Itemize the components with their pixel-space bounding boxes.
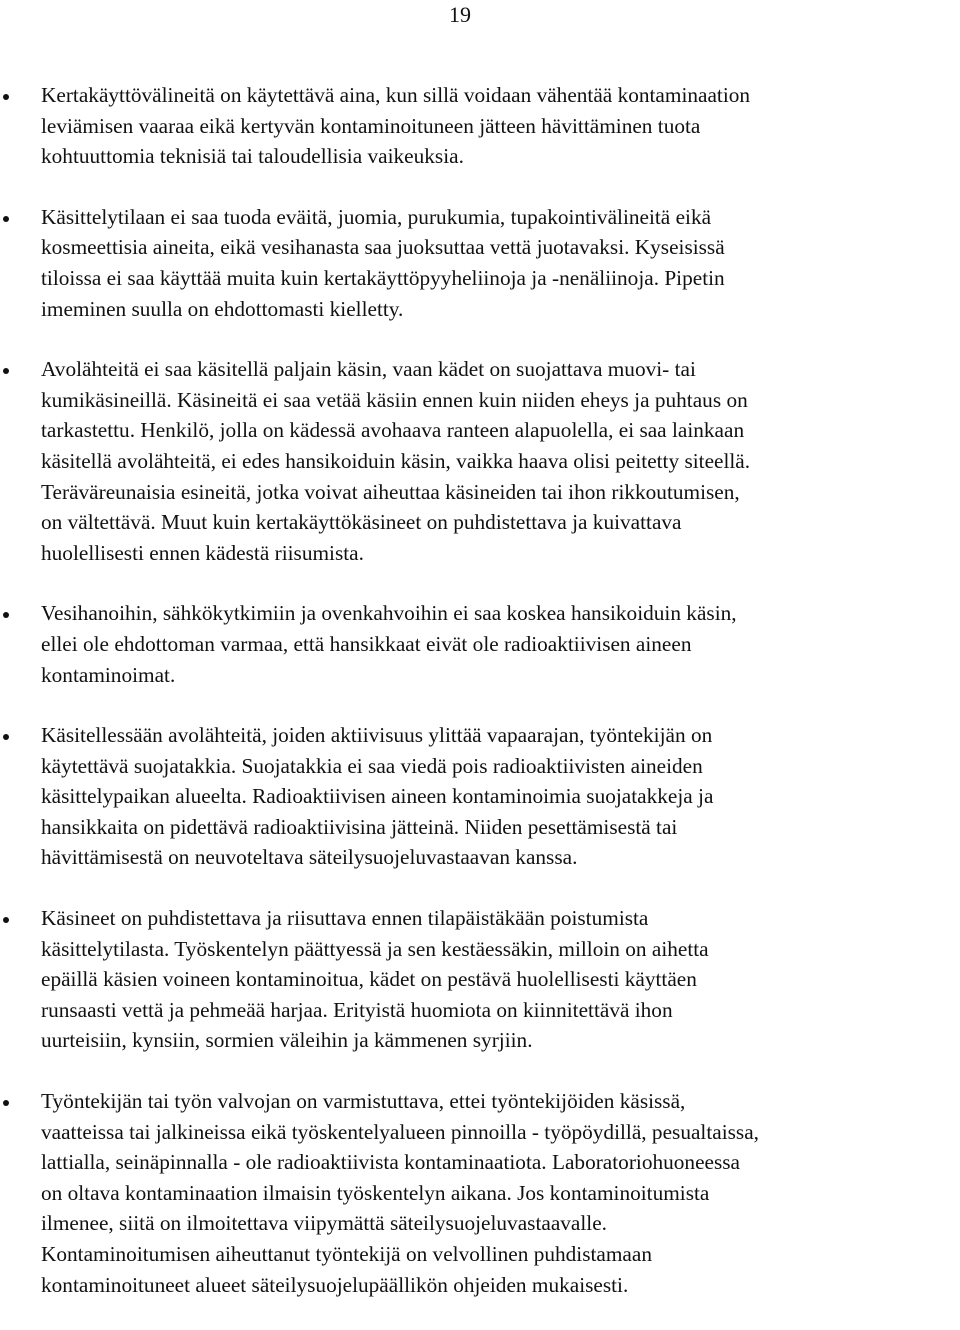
bullet-text: Avolähteitä ei saa käsitellä paljain käsin, vaan kädet on suojattava muovi- tai kumikäsineillä. Käsineitä ei saa vetää käsiin ennen kuin niiden eheys ja puhtaus on tarkastettu. Henkilö, jolla on kädessä avohaava ranteen alapuolella, ei saa lainkaan käsitellä avolähteitä, ei edes hansikoiduin käsin, vaikka haava olisi peitetty siteellä. Teräväreunaisia esineitä, jotka voivat aiheuttaa käsineiden tai ihon rikkoutumisen, on vältettävä. Muut kuin kertakäyttökäsineet on puhdistettava ja kuivattava huolellisesti ennen kädestä riisumista. bbox=[41, 357, 751, 565]
bullet-dot-icon bbox=[3, 917, 9, 923]
bullet-text: Kertakäyttövälineitä on käytettävä aina, kun sillä voidaan vähentää kontaminaation leviämisen vaaraa eikä kertyvän kontaminoituneen jätteen hävittäminen tuota kohtuuttomia teknisiä tai taloudellisia vaikeuksia. bbox=[41, 83, 751, 169]
bullet-dot-icon bbox=[3, 94, 9, 100]
bullet-text: Käsittelytilaan ei saa tuoda eväitä, juomia, purukumia, tupakointivälineitä eikä kosmeettisia aineita, eikä vesihanasta saa juoksuttaa vettä juotavaksi. Kyseisissä tiloissa ei saa käyttää muita kuin kertakäyttöpyyheliinoja ja -nenäliinoja. Pipetin imeminen suulla on ehdottomasti kielletty. bbox=[41, 204, 725, 321]
bullet-item bbox=[0, 903, 960, 1056]
bullet-text: Työntekijän tai työn valvojan on varmistuttava, ettei työntekijöiden käsissä, vaatteissa tai jalkineissa eikä työskentelyalueen pinnoilla - työpöydillä, pesualtaissa, lattialla, seinäpinnalla - ole radioaktiivista kontaminaatiota. Laboratoriohuoneessa on oltava kontaminaation ilmaisin työskentelyn aikana. Jos kontaminoitumista ilmenee, siitä on ilmoitettava viipymättä säteilysuojeluvastaavalle. Kontaminoitumisen aiheuttanut työntekijä on velvollinen puhdistamaan kontaminoituneet alueet säteilysuojelupäällikön ohjeiden mukaisesti. bbox=[41, 1089, 759, 1297]
bullet-item bbox=[0, 598, 960, 690]
bullet-list bbox=[0, 80, 960, 1330]
bullet-text: Käsineet on puhdistettava ja riisuttava ennen tilapäistäkään poistumista käsittelytilasta. Työskentelyn päättyessä ja sen kestäessäkin, milloin on aihetta epäillä käsien voineen kontaminoitua, kädet on pestävä huolellisesti käyttäen runsaasti vettä ja pehmeää harjaa. Erityistä huomiota on kiinnitettävä ihon uurteisiin, kynsiin, sormien väleihin ja kämmenen syrjiin. bbox=[41, 906, 709, 1053]
bullet-item bbox=[0, 720, 960, 873]
bullet-text: Käsitellessään avolähteitä, joiden aktiivisuus ylittää vapaarajan, työntekijän on käytettävä suojatakkia. Suojatakkia ei saa viedä pois radioaktiivisten aineiden käsittelypaikan alueelta. Radioaktiivisen aineen kontaminoimia suojatakkeja ja hansikkaita on pidettävä radioaktiivisina jätteinä. Niiden pesettämisestä tai hävittämisestä on neuvoteltava säteilysuojeluvastaavan kanssa. bbox=[41, 723, 714, 870]
bullet-item bbox=[0, 354, 960, 568]
bullet-dot-icon bbox=[3, 368, 9, 374]
bullet-item bbox=[0, 80, 960, 172]
page-number: 19 bbox=[449, 2, 471, 27]
bullet-dot-icon bbox=[3, 216, 9, 222]
bullet-item bbox=[0, 1086, 960, 1300]
bullet-dot-icon bbox=[3, 1100, 9, 1106]
bullet-item bbox=[0, 202, 960, 324]
bullet-dot-icon bbox=[3, 612, 9, 618]
bullet-dot-icon bbox=[3, 734, 9, 740]
bullet-text: Vesihanoihin, sähkökytkimiin ja ovenkahvoihin ei saa koskea hansikoiduin käsin, ellei ole ehdottoman varmaa, että hansikkaat eivät ole radioaktiivisen aineen kontaminoimat. bbox=[41, 601, 737, 687]
